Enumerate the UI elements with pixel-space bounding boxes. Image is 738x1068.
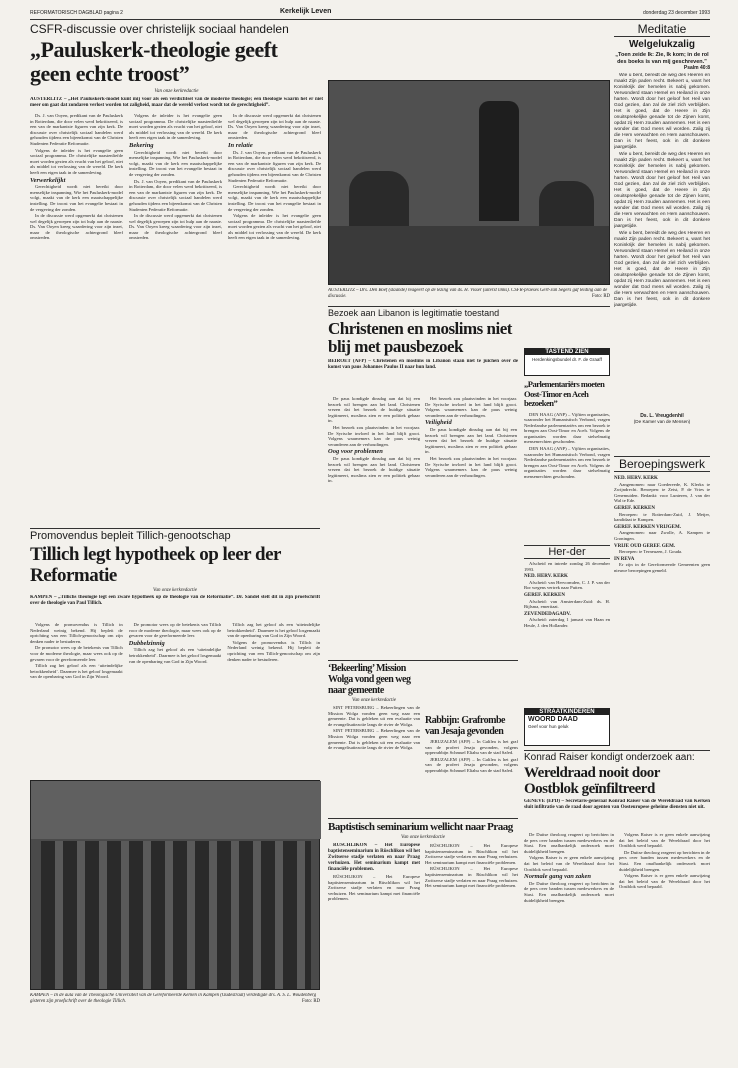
- top-lead: AUSTERLITZ – „Het Pauluskerk-model kunt mij voor als een verdichtsel van de moderne theologie; een theologie waarin het er niet meer om gaat dat zondaren verlost worden tot zaligheid, maar dat de wereld verlost wordt tot de gerechtigheid”.: [30, 97, 323, 108]
- top-col-3: In de discussie werd opgemerkt dat christenen wel degelijk geroepen zijn tot hulp aan de naaste. Ds. Van Ooyen kreeg waardering voor zijn inzet, maar de theologische achtergrond bleef omstreden. In relatie Ds. J. van Ooyen, predikant van de Pauluskerk in Rotterdam, die door velen werd bekritiseerd, is een van de markantste figuren van zijn kerk. De discussie over christelijk sociaal handelen werd gehouden tijdens een bijeenkomst van de Christen Studenten Federatie Reformatie. Gerechtigheid wordt niet bereikt door menselijke inspanning. Wie het Pauluskerk-model volgt, maakt van de kerk een maatschappelijke instelling. De troost van het evangelie bestaat in de vergeving der zonden. Volgens de inleider is het evangelie geen sociaal programma. De christelijke naastenliefde moet worden gezien als vrucht van het geloof, niet als middel tot verlossing van de wereld. De kerk heeft een eigen taak in de samenleving.: [228, 113, 321, 241]
- standing-speaker-figure: [479, 101, 519, 221]
- hall-wall: [31, 781, 321, 839]
- lebanon-lead: BEIROET (AFP) – Christenen en moslims in Libanon staan niet te juichen over de komst van paus Johannes Paulus II naar hun land.: [328, 359, 518, 370]
- lebanon-headline: Christenen en moslims niet blij met pausbezoek: [328, 319, 512, 356]
- top-photo-caption: AUSTERLITZ – Drs. Den Boef (staande) reageert op de lezing van ds. H. Visser (uiterst links). CSFR-praeses Gert-Jan Segers gaf leiding aan de discussie. Foto: RD: [328, 288, 610, 299]
- top-kicker: CSFR-discussie over christelijk sociaal handelen: [30, 22, 289, 36]
- lebanon-col-1: De paus kondigde dinsdag aan dat hij een bezoek wil brengen aan het land. Christenen vrezen dat het bezoek de huidige situatie legitimeert, moslims zien er een politiek gebaar in. Het bezoek zou plaatsvinden in het voorjaar. De Syrische invloed in het land blijft groot. Volgens waarnemers kan de paus weinig veranderen aan de verhoudingen. Oog voor problemen De paus kondigde dinsdag aan dat hij een bezoek wil brengen aan het land. Christenen vrezen dat het bezoek de huidige situatie legitimeert, moslims zien er een politiek gebaar in.: [328, 396, 420, 484]
- lebanon-kicker: Bezoek aan Libanon is legitimatie toestand: [328, 308, 500, 318]
- beroepingswerk-body: NED. HERV. KERK Aangenomen: naar Goedereede, K. Klerkx te Zwijndrecht. Beroepen: te Zeist, P. de Vries te Genemuiden. Bedankt: voor Lunteren, J. van der Wal te Ede. GEREF. KERKEN Beroepen: te Rotterdam-Zuid, J. Meijer, kandidaat te Kampen. GEREF. KERKEN VRIJGEM. Aangenomen: naar Zwolle, A. Kampen te Groningen. VRIJE OUD GEREF. GEM. Beroepen: te Terneuzen, J. Gouda. IN REVA Er zijn in de Gereformeerde Gemeenten geen nieuwe beroepingen gemeld.: [614, 476, 710, 573]
- ad-line: Herdenkingsbundel dr. F. de Graaff: [532, 357, 602, 362]
- baptist-byline: Van onze kerkredactie: [401, 835, 445, 840]
- paper-name: REFORMATORISCH DAGBLAD pagina 2: [30, 10, 123, 16]
- raiser-rule: [524, 750, 710, 751]
- straatkinderen-title: STRAATKINDEREN: [525, 709, 609, 715]
- meditatie-heading: Welgelukzalig: [629, 39, 695, 50]
- jesaja-headline: Rabbijn: Grafrombe van Jesaja gevonden: [425, 715, 505, 737]
- wolga-headline: ‘Bekeerling’ Mission Wolga vond geen weg naar gemeente: [328, 663, 411, 696]
- top-col-2: Volgens de inleider is het evangelie geen sociaal programma. De christelijke naastenliefde moet worden gezien als vrucht van het geloof, niet als middel tot verlossing van de wereld. De kerk heeft een eigen taak in de samenleving. Bekering Gerechtigheid wordt niet bereikt door menselijke inspanning. Wie het Pauluskerk-model volgt, maakt van de kerk een maatschappelijke instelling. De troost van het evangelie bestaat in de vergeving der zonden. Ds. J. van Ooyen, predikant van de Pauluskerk in Rotterdam, die door velen werd bekritiseerd, is een van de markantste figuren van zijn kerk. De discussie over christelijk sociaal handelen werd gehouden tijdens een bijeenkomst van de Christen Studenten Federatie Reformatie. In de discussie werd opgemerkt dat christenen wel degelijk geroepen zijn tot hulp aan de naaste. Ds. Van Ooyen kreeg waardering voor zijn inzet, maar de theologische achtergrond bleef omstreden.: [129, 113, 222, 241]
- bottom-photo-caption: KAMPEN – In de aula van de Theologische Universiteit van de Gereformeerde Kerken in Kampen (Oudestraat) verdedigde drs. A. S. L. Woudenberg gisteren zijn proefschrift over de theologie Tillich. Foto: RD: [30, 993, 320, 1004]
- beroepingswerk-column: [614, 456, 710, 746]
- timor-headline: „Parlementariërs moeten Oost-Timor en Aceh bezoeken”: [524, 379, 605, 408]
- ad-title: TASTEND ZIEN: [525, 349, 609, 355]
- meditatie-sign: Ds. L. Vreugdenhil: [640, 413, 684, 419]
- promotion-photo: [30, 780, 320, 990]
- raiser-headline: Wereldraad nooit door Oostblok geïnfiltreerd: [524, 765, 660, 797]
- meditatie-place: (De Kamer van de Mensen): [633, 419, 691, 424]
- tillich-col-3: Tillich zag het geloof als een ‘uiteindelijke betrokkenheid’. Daarmee is het geloof losgemaakt van de openbaring van God in Zijn Woord. Volgens de promovendus is Tillich in Nederland weinig bekend. Hij bepleit de oprichting van een Tillich-genootschap om zijn denken nader te bestuderen.: [227, 622, 321, 662]
- timor-body: DEN HAAG (ANP) – Vijftien organisaties, waaronder het Humanistisch Verbond, vragen Nederlandse parlementariërs om een bezoek te brengen aan Oost-Timor en Aceh. Volgens de organisaties worden daar stelselmatig mensenrechten geschonden. DEN HAAG (ANP) – Vijftien organisaties, waaronder het Humanistisch Verbond, vragen Nederlandse parlementariërs om een bezoek te brengen aan Oost-Timor en Aceh. Volgens de organisaties worden daar stelselmatig mensenrechten geschonden.: [524, 411, 610, 480]
- issue-date: donderdag 23 december 1993: [643, 10, 710, 16]
- tillich-byline: Van onze kerkredactie: [153, 588, 197, 593]
- tillich-headline: Tillich legt hypotheek op leer der Reformatie: [30, 544, 281, 586]
- raiser-article: [524, 752, 710, 1052]
- jesaja-article: [425, 715, 518, 815]
- meditatie-title: Meditatie: [614, 22, 710, 37]
- tillich-lead: KAMPEN – „Tillichs theologie legt een zware hypotheek op de theologie van de Reformatie”. Dr. Sandel stelt dit in zijn proefschrift over de theologie van Paul Tillich.: [30, 595, 320, 606]
- timor-article: [524, 380, 610, 542]
- herder-body: Afscheid en intrede zondag 26 december 1993. NED. HERV. KERK Afscheid: van Hervormden, C. J. P. van der Bor wegens vertrek naar Putten. GEREF. KERKEN Afscheid: van Amsterdam-Zuid: ds. H. Bijlsma, emeritaat. ZEVENDEDAGADV. Afscheid: zaterdag 1 januari van Haan en Heule, J. den Hollander.: [524, 561, 610, 628]
- baptist-rule: [328, 818, 518, 819]
- raiser-kicker: Konrad Raiser kondigt onderzoek aan:: [524, 752, 695, 763]
- top-col-1: Ds. J. van Ooyen, predikant van de Pauluskerk in Rotterdam, die door velen werd bekritiseerd, is een van de markantste figuren van zijn kerk. De discussie over christelijk sociaal handelen werd gehouden tijdens een bijeenkomst van de Christen Studenten Federatie Reformatie. Volgens de inleider is het evangelie geen sociaal programma. De christelijke naastenliefde moet worden gezien als vrucht van het geloof, niet als middel tot verlossing van de wereld. De kerk heeft een eigen taak in de samenleving. Verwerkelijkt Gerechtigheid wordt niet bereikt door menselijke inspanning. Wie het Pauluskerk-model volgt, maakt van de kerk een maatschappelijke instelling. De troost van het evangelie bestaat in de vergeving der zonden. In de discussie werd opgemerkt dat christenen wel degelijk geroepen zijn tot hulp aan de naaste. Ds. Van Ooyen kreeg waardering voor zijn inzet, maar de theologische achtergrond bleef omstreden.: [30, 113, 123, 241]
- tillich-rule: [30, 528, 320, 529]
- baptist-article: [328, 821, 518, 1051]
- wolga-byline: Van onze kerkredactie: [352, 698, 396, 703]
- wolga-article: [328, 663, 420, 813]
- tastend-zien-ad: [524, 348, 610, 376]
- meditatie-body: Wie u bent, bereidt de weg des Heeren en maakt Zijn paden recht. Bekeert u, want het Koninkrijk der hemelen is nabij gekomen. Verwonderd staan Hemel en Heiland in onze harten. Wordt door het geloof het Heil van God gezien, dan zal de ziel zich verblijden. Het is goed, dat de Heere in Zijn onuitsprekelijke genade tot de Zijnen komt, opdat zij Hem zouden aannemen. Het is een wonder dat God mens wil worden. Zalig zij die Hem verwachten en Hem aanschouwen. Dan is het feest, ook in dit donkere jaargetijde. Wie u bent, bereidt de weg des Heeren en maakt Zijn paden recht. Bekeert u, want het Koninkrijk der hemelen is nabij gekomen. Verwonderd staan Hemel en Heiland in onze harten. Wordt door het geloof het Heil van God gezien, dan zal de ziel zich verblijden. Het is goed, dat de Heere in Zijn onuitsprekelijke genade tot de Zijnen komt, opdat zij Hem zouden aannemen. Het is een wonder dat God mens wil worden. Zalig zij die Hem verwachten en Hem aanschouwen. Dan is het feest, ook in dit donkere jaargetijde. Wie u bent, bereidt de weg des Heeren en maakt Zijn paden recht. Bekeert u, want het Koninkrijk der hemelen is nabij gekomen. Verwonderd staan Hemel en Heiland in onze harten. Wordt door het geloof het Heil van God gezien, dan zal de ziel zich verblijden. Het is goed, dat de Heere in Zijn onuitsprekelijke genade tot de Zijnen komt, opdat zij Hem zouden aannemen. Het is een wonder dat God mens wil worden. Zalig zij die Hem verwachten en Hem aanschouwen. Dan is het feest, ook in dit donkere jaargetijde.: [614, 73, 710, 308]
- seated-figure-right: [539, 181, 594, 231]
- meditatie-column: [614, 22, 710, 450]
- tillich-col-1: Volgens de promovendus is Tillich in Nederland weinig bekend. Hij bepleit de oprichting van een Tillich-genootschap om zijn denken nader te bestuderen. De promotor wees op de betekenis van Tillich voor de moderne theologie, maar wees ook op de gevaren voor de gereformeerde leer. Tillich zag het geloof als een ‘uiteindelijke betrokkenheid’. Daarmee is het geloof losgemaakt van de openbaring van God in Zijn Woord.: [30, 622, 123, 680]
- raiser-lead: GENEVE (EPD) – Secretaris-generaal Konrad Raiser van de Wereldraad van Kerken sluit infiltratie van de raad door agenten van Oosteuropese geheime diensten niet uit.: [524, 799, 710, 810]
- wolga-body: SINT PETERSBURG – Bekeerlingen van de Mission Wolga vonden geen weg naar een gemeente. Dat is gebleken uit een evaluatie van de evangelisatieactie langs de rivier de Wolga. SINT PETERSBURG – Bekeerlingen van de Mission Wolga vonden geen weg naar een gemeente. Dat is gebleken uit een evaluatie van de evangelisatieactie langs de rivier de Wolga.: [328, 705, 420, 751]
- table-surface: [329, 226, 609, 284]
- top-article: [30, 22, 323, 527]
- section-name: Kerkelijk Leven: [280, 8, 332, 15]
- jesaja-body: JERUZALEM (AFP) – In Galilea is het graf van de profeet Jesaja gevonden, volgens opperrabbijn Schmuel Eliahu van de stad Safed. JERUZALEM (AFP) – In Galilea is het graf van de profeet Jesaja gevonden, volgens opperrabbijn Schmuel Eliahu van de stad Safed.: [425, 739, 518, 773]
- straatkinderen-ad: [524, 708, 610, 746]
- audience-rows: [41, 841, 311, 989]
- discussion-photo: [328, 80, 610, 285]
- lebanon-rule: [328, 306, 610, 307]
- baptist-col-2: RÜSCHLIKON – Het Europese baptistenseminarium in Rüschlikon wil het Zwitserse stadje verlaten en naar Praag verhuizen. Het seminarium kampt met financiële problemen. RÜSCHLIKON – Het Europese baptistenseminarium in Rüschlikon wil het Zwitserse stadje verlaten en naar Praag verhuizen. Het seminarium kampt met financiële problemen.: [425, 843, 518, 889]
- top-headline: „Pauluskerk-theologie geeft geen echte troost”: [30, 37, 278, 86]
- beroepingswerk-title: Beroepingswerk: [614, 456, 710, 472]
- woord-daad-logo: WOORD DAAD: [528, 716, 578, 723]
- meditatie-quote: „Toen zeide Ik: Zie, Ik kom; in de rol des boeks is van mij geschreven.”: [615, 52, 709, 65]
- tillich-article: [30, 530, 320, 777]
- seated-figure-left: [349, 171, 409, 231]
- raiser-col-1: De Duitse theoloog reageert op berichten in de pers over banden tussen medewerkers en de Stasi. Een onafhankelijk onderzoek moet duidelijkheid brengen. Volgens Raiser is er geen enkele aanwijzing dat het beleid van de Wereldraad door het Oostblok werd bepaald. Normale gang van zaken De Duitse theoloog reageert op berichten in de pers over banden tussen medewerkers en de Stasi. Een onafhankelijk onderzoek moet duidelijkheid brengen.: [524, 832, 614, 903]
- meditatie-ref: Psalm 40:8: [683, 65, 710, 71]
- masthead-rule: [30, 19, 710, 20]
- herder-column: [524, 545, 610, 705]
- tillich-kicker: Promovendus bepleit Tillich-genootschap: [30, 530, 231, 542]
- baptist-headline: Baptistisch seminarium wellicht naar Praag: [328, 821, 513, 833]
- baptist-col-1: RÜSCHLIKON – Het Europese baptistenseminarium in Rüschlikon wil het Zwitserse stadje verlaten en naar Praag verhuizen. Het seminarium kampt met financiële problemen. RÜSCHLIKON – Het Europese baptistenseminarium in Rüschlikon wil het Zwitserse stadje verlaten en naar Praag verhuizen. Het seminarium kampt met financiële problemen.: [328, 843, 420, 902]
- herder-title: Her-der: [524, 545, 610, 559]
- lebanon-article: [328, 308, 518, 658]
- straatkinderen-line: Geef voor hun geluk: [528, 724, 569, 729]
- raiser-col-2: Volgens Raiser is er geen enkele aanwijzing dat het beleid van de Wereldraad door het Oostblok werd bepaald. De Duitse theoloog reageert op berichten in de pers over banden tussen medewerkers en de Stasi. Een onafhankelijk onderzoek moet duidelijkheid brengen. Volgens Raiser is er geen enkele aanwijzing dat het beleid van de Wereldraad door het Oostblok werd bepaald.: [619, 832, 710, 890]
- top-byline: Van onze kerkredactie: [154, 89, 199, 94]
- tillich-col-2: De promotor wees op de betekenis van Tillich voor de moderne theologie, maar wees ook op de gevaren voor de gereformeerde leer. Dubbelzinnig Tillich zag het geloof als een ‘uiteindelijke betrokkenheid’. Daarmee is het geloof losgemaakt van de openbaring van God in Zijn Woord.: [128, 622, 222, 664]
- lebanon-col-2: Het bezoek zou plaatsvinden in het voorjaar. De Syrische invloed in het land blijft groot. Volgens waarnemers kan de paus weinig veranderen aan de verhoudingen. Veiligheid De paus kondigde dinsdag aan dat hij een bezoek wil brengen aan het land. Christenen vrezen dat het bezoek de huidige situatie legitimeert, moslims zien er een politiek gebaar in. Het bezoek zou plaatsvinden in het voorjaar. De Syrische invloed in het land blijft groot. Volgens waarnemers kan de paus weinig veranderen aan de verhoudingen.: [425, 396, 517, 478]
- wolga-rule: [328, 660, 518, 661]
